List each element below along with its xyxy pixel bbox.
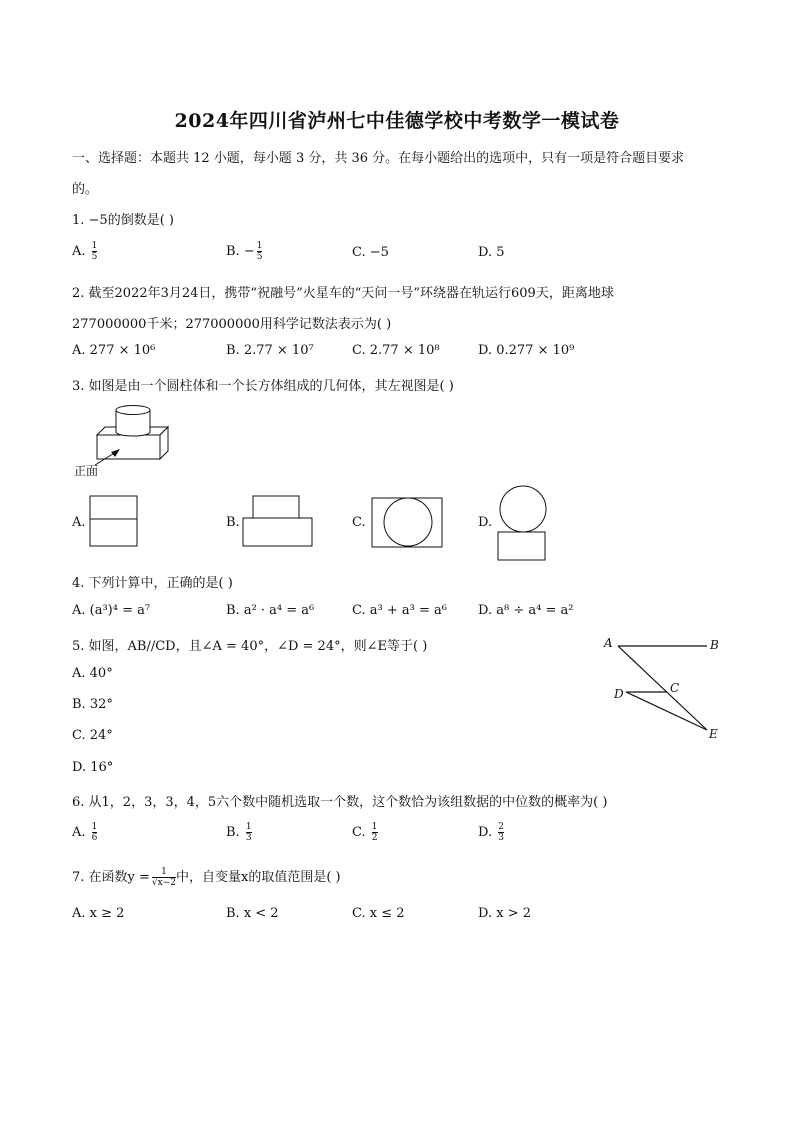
question-6-option-c bbox=[352, 822, 378, 843]
option-a-prefix: A. bbox=[72, 244, 86, 259]
stem-prefix: 7. 在函数y = bbox=[72, 870, 150, 885]
fraction-numerator: 2 bbox=[498, 822, 504, 832]
fraction-numerator: 1 bbox=[371, 822, 378, 832]
option-c-fraction bbox=[372, 822, 378, 843]
fraction-numerator: 1 bbox=[91, 241, 98, 251]
segment-ae bbox=[618, 646, 707, 730]
question-5-option-c: C. 24° bbox=[72, 728, 113, 743]
question-1-option-d: D. 5 bbox=[478, 245, 505, 260]
question-3-option-d: D. bbox=[478, 515, 493, 530]
fraction-denominator: 6 bbox=[91, 833, 98, 843]
fraction-denominator: 5 bbox=[256, 252, 263, 262]
option-b-prefix: B. bbox=[226, 825, 240, 840]
question-6-option-a bbox=[72, 822, 97, 843]
point-e-label: E bbox=[709, 727, 718, 741]
option-b-prefix: B. − bbox=[226, 244, 255, 259]
question-6-stem: 6. 从1，2，3，3，4，5六个数中随机选取一个数，这个数恰为该组数据的中位数的概率为( ) bbox=[72, 795, 608, 810]
question-4-option-c: C. a³ + a³ = a⁶ bbox=[352, 603, 447, 618]
question-7-option-a: A. x ≥ 2 bbox=[72, 906, 125, 921]
q3-option-d-shape-rect bbox=[498, 532, 545, 560]
point-d-label: D bbox=[614, 687, 624, 701]
question-4-option-a: A. (a³)⁴ = a⁷ bbox=[72, 603, 151, 618]
section-heading-line2: 的。 bbox=[72, 182, 99, 197]
q3-option-a-shape-top bbox=[90, 496, 137, 519]
question-5-option-a: A. 40° bbox=[72, 666, 113, 681]
fraction-denominator: 2 bbox=[371, 833, 378, 843]
point-a-label: A bbox=[604, 636, 613, 650]
question-5-option-d: D. 16° bbox=[72, 760, 114, 775]
question-3-option-c: C. bbox=[352, 515, 366, 530]
q3-option-a-shape-bottom bbox=[90, 519, 137, 546]
question-2-stem-line1: 2. 截至2022年3月24日，携带“祝融号”火星车的“天问一号”环绕器在轨运行609天，距离地球 bbox=[72, 286, 614, 301]
fraction-numerator: 1 bbox=[245, 822, 252, 832]
stem-suffix: 中，自变量x的取值范围是( ) bbox=[175, 870, 341, 885]
question-1-option-c: C. −5 bbox=[352, 245, 389, 260]
question-7-stem bbox=[72, 866, 341, 888]
page-title: 2024年四川省泸州七中佳德学校中考数学一模试卷 bbox=[174, 110, 620, 132]
option-a-fraction bbox=[92, 822, 98, 843]
fraction-numerator: 1 bbox=[91, 822, 98, 832]
option-d-fraction bbox=[498, 822, 504, 843]
question-1-stem: 1. −5的倒数是( ) bbox=[72, 213, 174, 228]
option-c-prefix: C. bbox=[352, 825, 366, 840]
q3-option-b-shape-bottom bbox=[243, 518, 312, 546]
question-2-option-d: D. 0.277 × 10⁹ bbox=[478, 343, 575, 358]
q3-option-b-shape-top bbox=[253, 496, 299, 518]
question-2-option-c: C. 2.77 × 10⁸ bbox=[352, 343, 440, 358]
question-7-option-b: B. x < 2 bbox=[226, 906, 279, 921]
question-7-option-c: C. x ≤ 2 bbox=[352, 906, 405, 921]
section-heading-line1: 一、选择题：本题共 12 小题，每小题 3 分，共 36 分。在每小题给出的选项中，只有一项是符合题目要求 bbox=[72, 151, 685, 166]
q3-option-c-shape-circle bbox=[384, 498, 432, 546]
question-3-stem: 3. 如图是由一个圆柱体和一个长方体组成的几何体，其左视图是( ) bbox=[72, 379, 454, 394]
fraction-numerator: 1 bbox=[256, 241, 263, 251]
fraction-denominator: 5 bbox=[91, 252, 98, 262]
question-3-option-a: A. bbox=[72, 515, 86, 530]
question-2-option-b: B. 2.77 × 10⁷ bbox=[226, 343, 314, 358]
cylinder-top bbox=[116, 406, 150, 415]
segment-de bbox=[626, 692, 707, 730]
function-fraction bbox=[152, 867, 176, 888]
point-b-label: B bbox=[710, 638, 719, 652]
question-4-option-d: D. a⁸ ÷ a⁴ = a² bbox=[478, 603, 574, 618]
question-7-option-d: D. x > 2 bbox=[478, 906, 531, 921]
option-a-prefix: A. bbox=[72, 825, 86, 840]
question-6-option-d bbox=[478, 822, 504, 843]
question-2-option-a: A. 277 × 10⁶ bbox=[72, 343, 156, 358]
question-4-option-b: B. a² · a⁴ = a⁶ bbox=[226, 603, 315, 618]
point-c-label: C bbox=[670, 681, 680, 695]
fraction-denominator: 3 bbox=[245, 833, 252, 843]
question-6-option-b bbox=[226, 822, 252, 843]
fraction-denominator: 3 bbox=[498, 833, 504, 843]
question-4-stem: 4. 下列计算中，正确的是( ) bbox=[72, 576, 233, 591]
fraction-numerator: 1 bbox=[161, 867, 167, 877]
question-5-option-b: B. 32° bbox=[72, 697, 113, 712]
question-5-stem: 5. 如图，AB//CD，且∠A = 40°，∠D = 24°，则∠E等于( ) bbox=[72, 639, 428, 654]
option-b-fraction bbox=[246, 822, 252, 843]
question-3-option-b: B. bbox=[226, 515, 240, 530]
q3-option-d-shape-circle bbox=[500, 486, 546, 532]
option-d-prefix: D. bbox=[478, 825, 493, 840]
question-2-stem-line2: 277000000千米；277000000用科学记数法表示为( ) bbox=[72, 317, 392, 332]
cuboid-front-face bbox=[97, 435, 160, 459]
fraction-denominator: √x−2 bbox=[151, 878, 176, 888]
front-view-label: 正面 bbox=[74, 464, 99, 478]
